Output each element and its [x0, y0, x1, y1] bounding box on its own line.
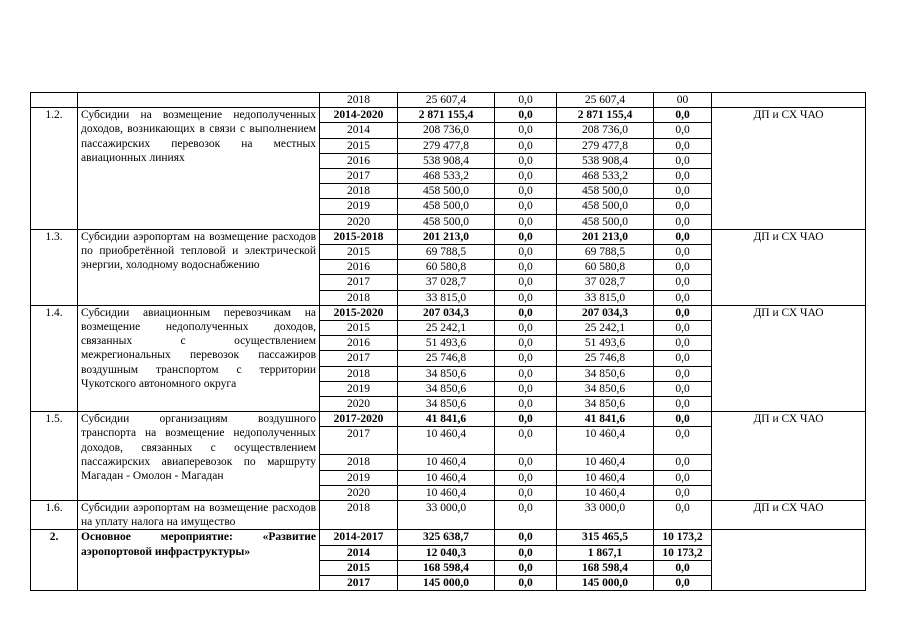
year-cell: 2015-2020 [320, 305, 398, 320]
okrug-budget-cell: 458 500,0 [557, 184, 654, 199]
total-cell: 25 607,4 [398, 93, 495, 108]
okrug-budget-cell: 37 028,7 [557, 275, 654, 290]
okrug-budget-cell: 34 850,6 [557, 397, 654, 412]
other-sources-cell: 0,0 [654, 427, 712, 455]
okrug-budget-cell: 279 477,8 [557, 138, 654, 153]
federal-budget-cell: 0,0 [495, 169, 557, 184]
year-cell: 2015 [320, 321, 398, 336]
federal-budget-cell: 0,0 [495, 229, 557, 244]
okrug-budget-cell: 10 460,4 [557, 485, 654, 500]
total-cell: 60 580,8 [398, 260, 495, 275]
federal-budget-cell: 0,0 [495, 245, 557, 260]
federal-budget-cell: 0,0 [495, 138, 557, 153]
total-cell: 25 242,1 [398, 321, 495, 336]
total-cell: 10 460,4 [398, 427, 495, 455]
other-sources-cell: 00 [654, 93, 712, 108]
responsible-executor: ДП и СХ ЧАО [712, 108, 866, 230]
federal-budget-cell: 0,0 [495, 470, 557, 485]
year-cell: 2018 [320, 501, 398, 530]
year-cell: 2016 [320, 153, 398, 168]
total-cell: 10 460,4 [398, 455, 495, 470]
total-cell: 51 493,6 [398, 336, 495, 351]
other-sources-cell: 0,0 [654, 275, 712, 290]
item-description: Субсидии организациям воздушного транспорта на возмещение недополученных доходов, связанных с осуществлением пассажирских авиаперевозок по маршруту Магадан - Омолон - Магадан [78, 412, 320, 501]
table-row [31, 93, 866, 108]
item-description: Субсидии на возмещение недополученных доходов, возникающих в связи с выполнением пассажирских перевозок на местных авиационных линиях [78, 108, 320, 230]
year-cell: 2017 [320, 275, 398, 290]
other-sources-cell: 0,0 [654, 455, 712, 470]
okrug-budget-cell: 145 000,0 [557, 576, 654, 591]
federal-budget-cell: 0,0 [495, 427, 557, 455]
item-number: 2. [31, 530, 78, 591]
responsible-executor: ДП и СХ ЧАО [712, 305, 866, 411]
responsible-cell [712, 93, 866, 108]
federal-budget-cell: 0,0 [495, 153, 557, 168]
federal-budget-cell: 0,0 [495, 381, 557, 396]
other-sources-cell: 0,0 [654, 412, 712, 427]
federal-budget-cell: 0,0 [495, 545, 557, 560]
total-cell: 458 500,0 [398, 214, 495, 229]
federal-budget-cell: 0,0 [495, 214, 557, 229]
total-cell: 34 850,6 [398, 397, 495, 412]
year-cell: 2016 [320, 336, 398, 351]
okrug-budget-cell: 208 736,0 [557, 123, 654, 138]
year-cell: 2014-2017 [320, 530, 398, 545]
year-cell: 2014 [320, 545, 398, 560]
other-sources-cell: 0,0 [654, 138, 712, 153]
okrug-budget-cell: 41 841,6 [557, 412, 654, 427]
year-cell: 2014 [320, 123, 398, 138]
total-cell: 208 736,0 [398, 123, 495, 138]
federal-budget-cell: 0,0 [495, 108, 557, 123]
total-cell: 69 788,5 [398, 245, 495, 260]
year-cell: 2018 [320, 93, 398, 108]
total-cell: 279 477,8 [398, 138, 495, 153]
okrug-budget-cell: 25 242,1 [557, 321, 654, 336]
federal-budget-cell: 0,0 [495, 184, 557, 199]
federal-budget-cell: 0,0 [495, 560, 557, 575]
other-sources-cell: 0,0 [654, 108, 712, 123]
year-cell: 2019 [320, 470, 398, 485]
total-cell: 168 598,4 [398, 560, 495, 575]
total-cell: 33 000,0 [398, 501, 495, 530]
other-sources-cell: 10 173,2 [654, 545, 712, 560]
okrug-budget-cell: 207 034,3 [557, 305, 654, 320]
okrug-budget-cell: 201 213,0 [557, 229, 654, 244]
okrug-budget-cell: 458 500,0 [557, 214, 654, 229]
federal-budget-cell: 0,0 [495, 485, 557, 500]
year-cell: 2020 [320, 397, 398, 412]
other-sources-cell: 0,0 [654, 199, 712, 214]
okrug-budget-cell: 69 788,5 [557, 245, 654, 260]
okrug-budget-cell: 1 867,1 [557, 545, 654, 560]
year-cell: 2020 [320, 485, 398, 500]
item-description: Субсидии аэропортам на возмещение расходов на уплату налога на имущество [78, 501, 320, 530]
other-sources-cell: 0,0 [654, 576, 712, 591]
other-sources-cell: 0,0 [654, 397, 712, 412]
other-sources-cell: 0,0 [654, 381, 712, 396]
other-sources-cell: 0,0 [654, 153, 712, 168]
description-cell [78, 93, 320, 108]
federal-budget-cell: 0,0 [495, 199, 557, 214]
year-cell: 2015 [320, 245, 398, 260]
year-cell: 2014-2020 [320, 108, 398, 123]
item-description: Субсидии аэропортам на возмещение расходов по приобретённой тепловой и электрической энергии, холодному водоснабжению [78, 229, 320, 305]
item-description: Субсидии авиационным перевозчикам на возмещение недополученных доходов, связанных с осуществлением межрегиональных перевозок пассажиров воздушным транспортом с территории Чукотского автономного округа [78, 305, 320, 411]
okrug-budget-cell: 25 607,4 [557, 93, 654, 108]
total-cell: 10 460,4 [398, 470, 495, 485]
year-cell: 2017-2020 [320, 412, 398, 427]
federal-budget-cell: 0,0 [495, 260, 557, 275]
okrug-budget-cell: 538 908,4 [557, 153, 654, 168]
okrug-budget-cell: 10 460,4 [557, 455, 654, 470]
federal-budget-cell: 0,0 [495, 397, 557, 412]
okrug-budget-cell: 315 465,5 [557, 530, 654, 545]
item-number: 1.6. [31, 501, 78, 530]
other-sources-cell: 0,0 [654, 184, 712, 199]
table-row [31, 229, 866, 244]
table-row [31, 530, 866, 545]
federal-budget-cell: 0,0 [495, 305, 557, 320]
other-sources-cell: 0,0 [654, 366, 712, 381]
year-cell: 2015 [320, 138, 398, 153]
total-cell: 325 638,7 [398, 530, 495, 545]
year-cell: 2020 [320, 214, 398, 229]
total-cell: 458 500,0 [398, 184, 495, 199]
other-sources-cell: 0,0 [654, 229, 712, 244]
okrug-budget-cell: 10 460,4 [557, 427, 654, 455]
okrug-budget-cell: 60 580,8 [557, 260, 654, 275]
okrug-budget-cell: 25 746,8 [557, 351, 654, 366]
year-cell: 2019 [320, 381, 398, 396]
federal-budget-cell: 0,0 [495, 275, 557, 290]
total-cell: 33 815,0 [398, 290, 495, 305]
other-sources-cell: 0,0 [654, 485, 712, 500]
number-cell [31, 93, 78, 108]
responsible-executor: ДП и СХ ЧАО [712, 412, 866, 501]
okrug-budget-cell: 34 850,6 [557, 366, 654, 381]
year-cell: 2015 [320, 560, 398, 575]
federal-budget-cell: 0,0 [495, 530, 557, 545]
year-cell: 2016 [320, 260, 398, 275]
other-sources-cell: 0,0 [654, 245, 712, 260]
okrug-budget-cell: 33 000,0 [557, 501, 654, 530]
table-row [31, 305, 866, 320]
table-row [31, 108, 866, 123]
other-sources-cell: 0,0 [654, 470, 712, 485]
total-cell: 37 028,7 [398, 275, 495, 290]
other-sources-cell: 10 173,2 [654, 530, 712, 545]
okrug-budget-cell: 51 493,6 [557, 336, 654, 351]
other-sources-cell: 0,0 [654, 305, 712, 320]
other-sources-cell: 0,0 [654, 336, 712, 351]
federal-budget-cell: 0,0 [495, 290, 557, 305]
other-sources-cell: 0,0 [654, 214, 712, 229]
year-cell: 2017 [320, 576, 398, 591]
responsible-executor [712, 530, 866, 591]
okrug-budget-cell: 168 598,4 [557, 560, 654, 575]
year-cell: 2018 [320, 366, 398, 381]
okrug-budget-cell: 34 850,6 [557, 381, 654, 396]
okrug-budget-cell: 458 500,0 [557, 199, 654, 214]
federal-budget-cell: 0,0 [495, 412, 557, 427]
responsible-executor: ДП и СХ ЧАО [712, 501, 866, 530]
total-cell: 10 460,4 [398, 485, 495, 500]
budget-table [30, 92, 866, 591]
other-sources-cell: 0,0 [654, 290, 712, 305]
year-cell: 2017 [320, 351, 398, 366]
okrug-budget-cell: 2 871 155,4 [557, 108, 654, 123]
federal-budget-cell: 0,0 [495, 321, 557, 336]
item-number: 1.2. [31, 108, 78, 230]
item-number: 1.4. [31, 305, 78, 411]
year-cell: 2019 [320, 199, 398, 214]
other-sources-cell: 0,0 [654, 123, 712, 138]
total-cell: 34 850,6 [398, 366, 495, 381]
other-sources-cell: 0,0 [654, 260, 712, 275]
total-cell: 12 040,3 [398, 545, 495, 560]
federal-budget-cell: 0,0 [495, 501, 557, 530]
okrug-budget-cell: 468 533,2 [557, 169, 654, 184]
table-row [31, 501, 866, 530]
other-sources-cell: 0,0 [654, 501, 712, 530]
other-sources-cell: 0,0 [654, 169, 712, 184]
item-number: 1.5. [31, 412, 78, 501]
item-number: 1.3. [31, 229, 78, 305]
federal-budget-cell: 0,0 [495, 123, 557, 138]
year-cell: 2017 [320, 169, 398, 184]
federal-budget-cell: 0,0 [495, 576, 557, 591]
other-sources-cell: 0,0 [654, 351, 712, 366]
year-cell: 2018 [320, 290, 398, 305]
table-row [31, 412, 866, 427]
federal-budget-cell: 0,0 [495, 366, 557, 381]
total-cell: 458 500,0 [398, 199, 495, 214]
okrug-budget-cell: 10 460,4 [557, 470, 654, 485]
responsible-executor: ДП и СХ ЧАО [712, 229, 866, 305]
year-cell: 2015-2018 [320, 229, 398, 244]
federal-budget-cell: 0,0 [495, 455, 557, 470]
federal-budget-cell: 0,0 [495, 336, 557, 351]
year-cell: 2018 [320, 455, 398, 470]
total-cell: 25 746,8 [398, 351, 495, 366]
total-cell: 201 213,0 [398, 229, 495, 244]
total-cell: 41 841,6 [398, 412, 495, 427]
total-cell: 2 871 155,4 [398, 108, 495, 123]
total-cell: 207 034,3 [398, 305, 495, 320]
item-description: Основное мероприятие: «Развитие аэропортовой инфраструктуры» [78, 530, 320, 591]
federal-budget-cell: 0,0 [495, 351, 557, 366]
year-cell: 2018 [320, 184, 398, 199]
total-cell: 34 850,6 [398, 381, 495, 396]
okrug-budget-cell: 33 815,0 [557, 290, 654, 305]
total-cell: 538 908,4 [398, 153, 495, 168]
year-cell: 2017 [320, 427, 398, 455]
federal-budget-cell: 0,0 [495, 93, 557, 108]
total-cell: 145 000,0 [398, 576, 495, 591]
other-sources-cell: 0,0 [654, 560, 712, 575]
other-sources-cell: 0,0 [654, 321, 712, 336]
total-cell: 468 533,2 [398, 169, 495, 184]
